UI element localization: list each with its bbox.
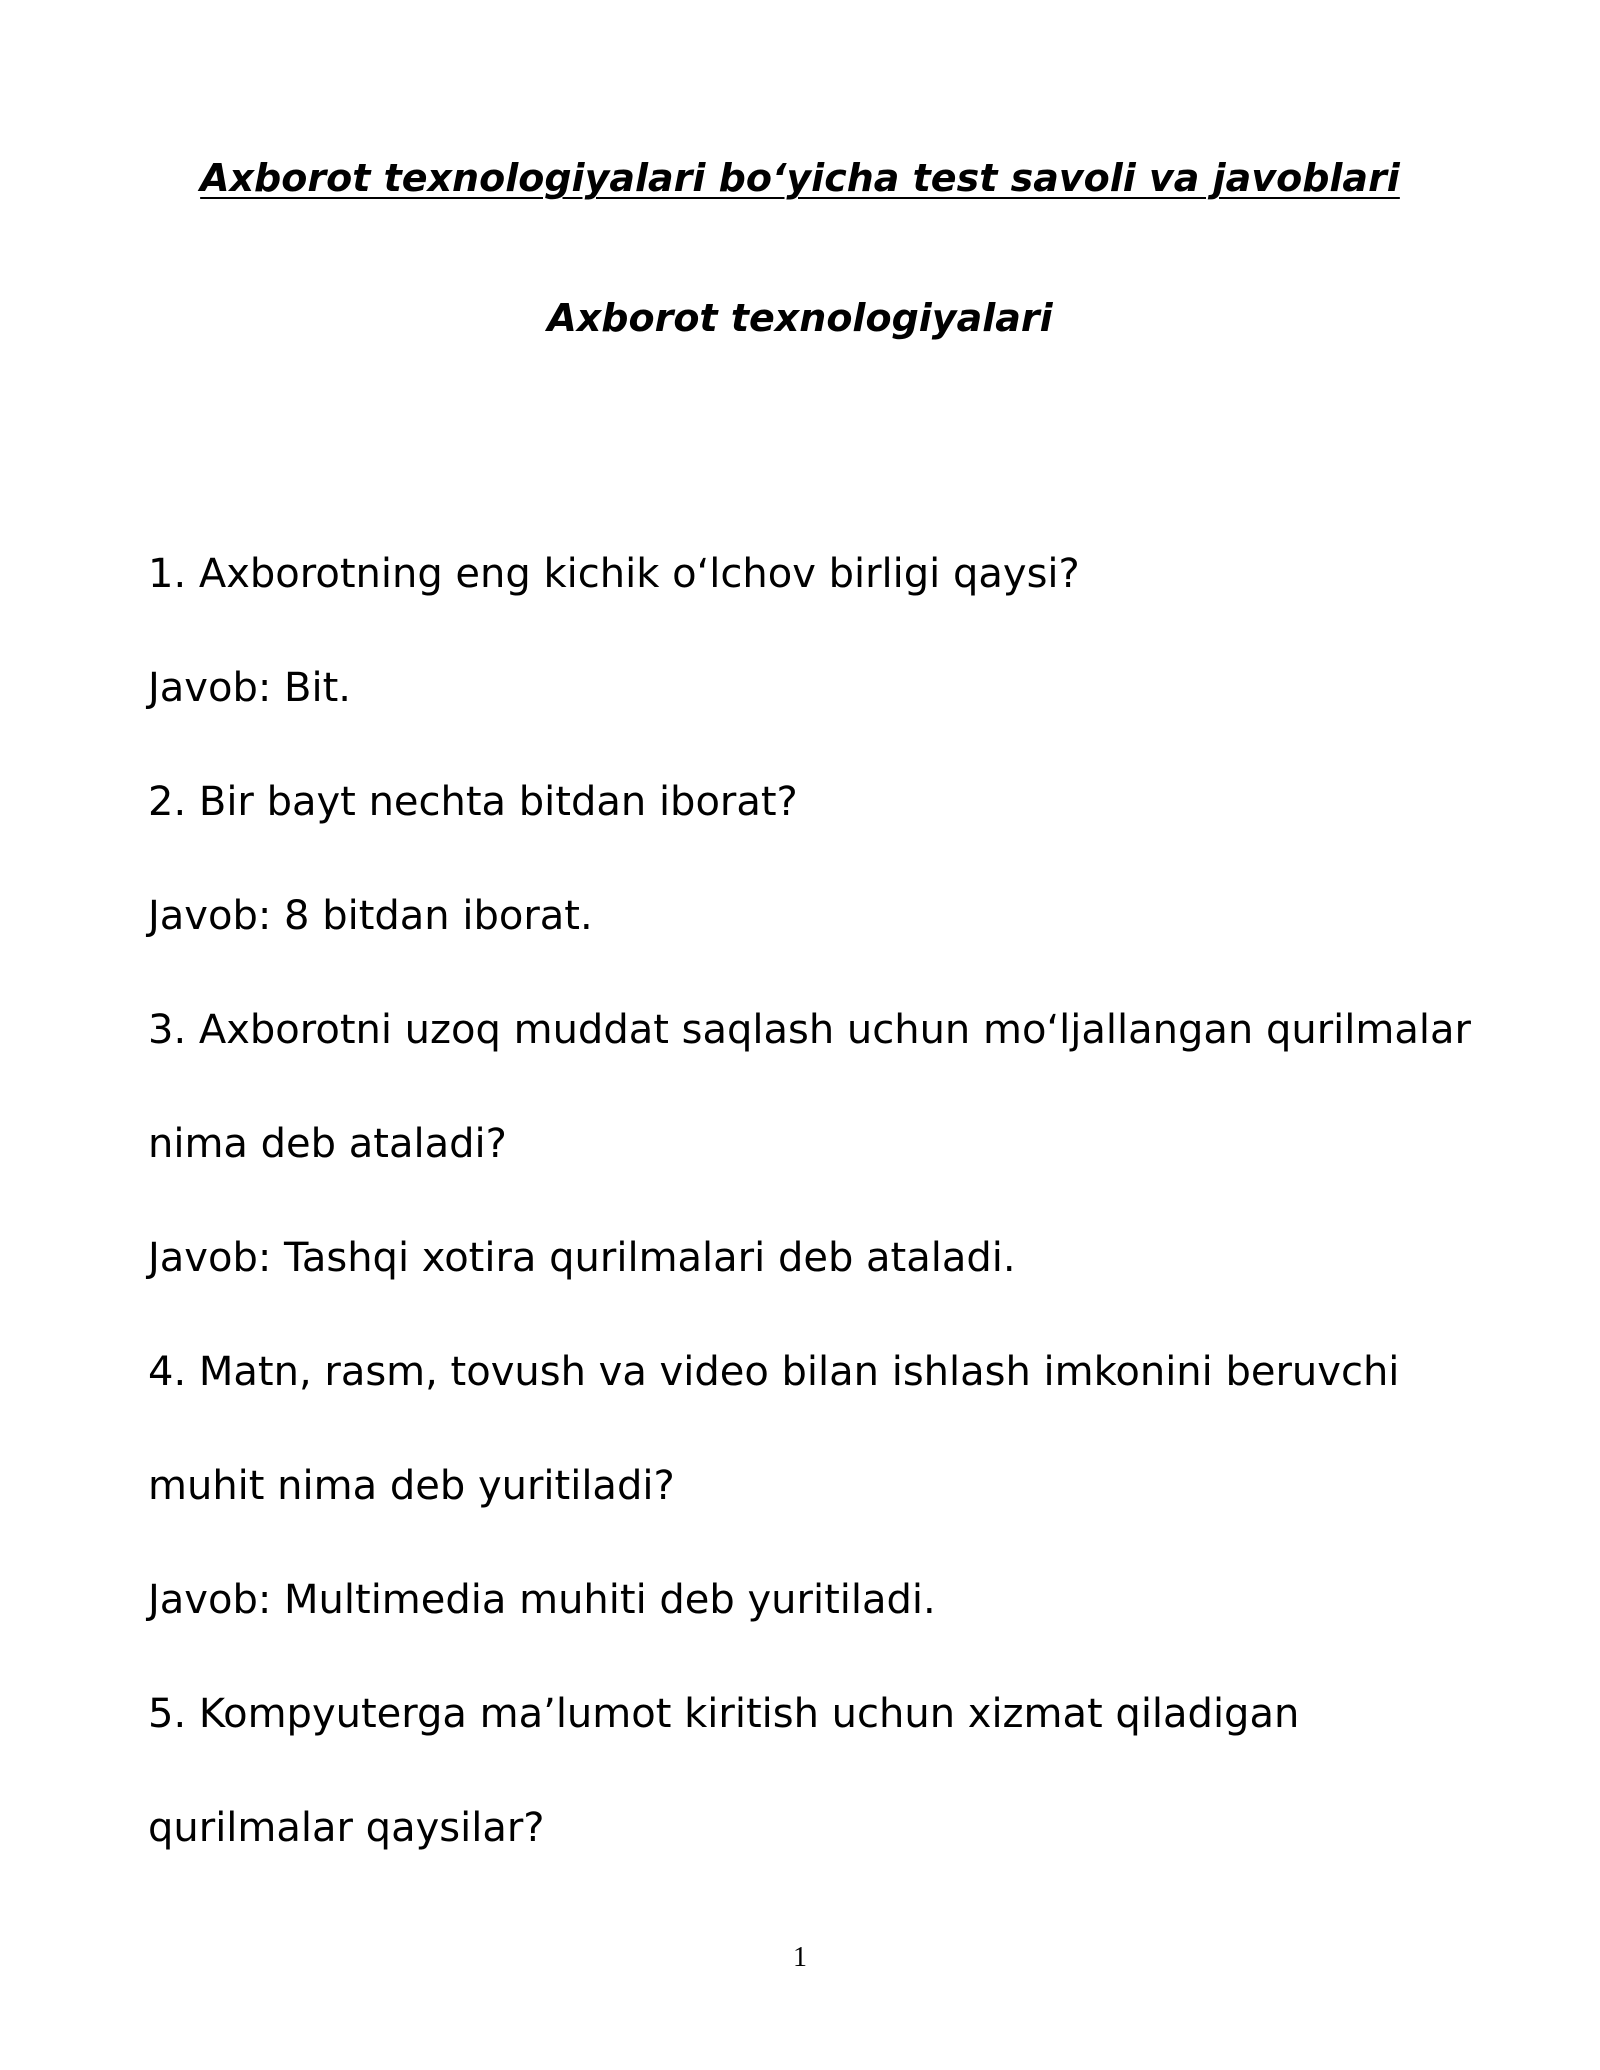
answer-text: Javob: Bit. [148, 665, 351, 711]
qa-item-2 [148, 773, 1468, 945]
question-text: 2. Bir bayt nechta bitdan iborat? [148, 779, 798, 825]
answer-text: Javob: 8 bitdan iborat. [148, 893, 593, 939]
qa-list [148, 545, 1471, 1857]
qa-item-5 [148, 1685, 1468, 1857]
question-text: 5. Kompyuterga ma’lumot kiritish uchun xizmat qiladigan [148, 1691, 1300, 1737]
qa-item-1 [148, 545, 1468, 717]
question-text: 1. Axborotning eng kichik o‘lchov birligi qaysi? [148, 551, 1080, 597]
question-text-continued: qurilmalar qaysilar? [148, 1805, 545, 1851]
answer-text: Javob: Multimedia muhiti deb yuritiladi. [148, 1577, 936, 1623]
document-subtitle: Axborot texnologiyalari [547, 296, 1053, 340]
question-text-continued: muhit nima deb yuritiladi? [148, 1463, 675, 1509]
question-text: 4. Matn, rasm, tovush va video bilan ishlash imkonini beruvchi [148, 1349, 1400, 1395]
qa-item-4 [148, 1343, 1468, 1629]
question-text-continued: nima deb ataladi? [148, 1121, 507, 1167]
page-number: 1 [793, 1942, 807, 1973]
answer-text: Javob: Tashqi xotira qurilmalari deb ataladi. [148, 1235, 1016, 1281]
question-text: 3. Axborotni uzoq muddat saqlash uchun mo‘ljallangan qurilmalar [148, 1007, 1471, 1053]
qa-item-3 [148, 1001, 1471, 1287]
document-title: Axborot texnologiyalari bo‘yicha test savoli va javoblari [200, 156, 1400, 200]
